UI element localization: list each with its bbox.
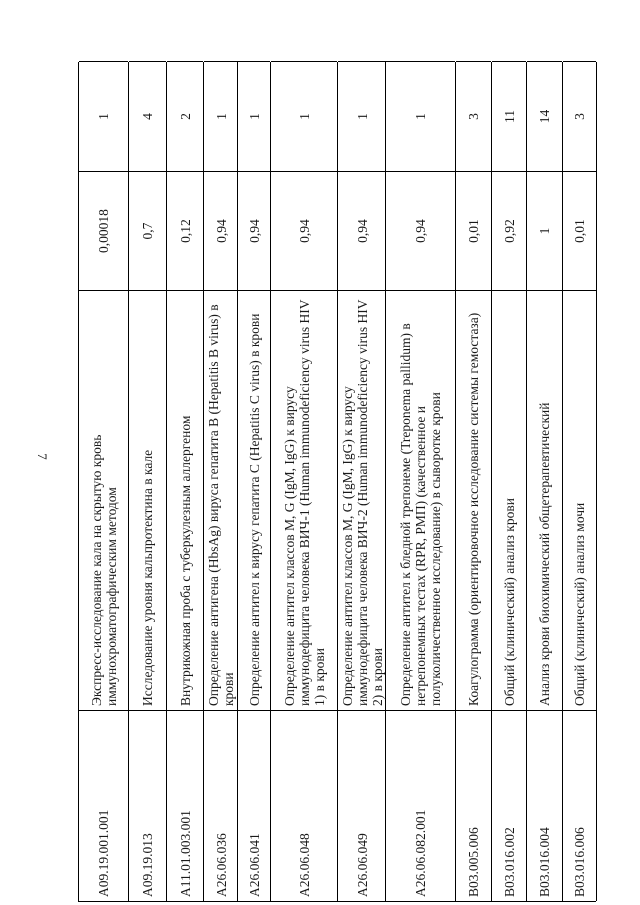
- frequency-coefficient-cell: 0,94: [271, 171, 337, 290]
- frequency-coefficient-cell: 0,94: [204, 171, 238, 290]
- table-row: [492, 62, 527, 901]
- service-code-cell: B03.016.006: [563, 710, 596, 901]
- table-row: [167, 62, 204, 901]
- frequency-coefficient-cell: 1: [527, 171, 562, 290]
- table-row: [204, 62, 238, 901]
- table-row: [238, 62, 271, 901]
- service-name-cell: Определение антител к вирусу гепатита C (Hepatitis C virus) в крови: [238, 290, 270, 710]
- frequency-coefficient-cell: 0,01: [563, 171, 596, 290]
- service-name-cell: Общий (клинический) анализ мочи: [563, 290, 596, 710]
- table-row: [386, 62, 456, 901]
- multiplicity-cell: 1: [204, 61, 238, 171]
- frequency-coefficient-cell: 0,94: [386, 171, 455, 290]
- service-code-cell: A11.01.003.001: [167, 710, 203, 901]
- multiplicity-cell: 4: [129, 61, 166, 171]
- multiplicity-cell: 1: [238, 61, 270, 171]
- service-code-cell: A26.06.049: [338, 710, 387, 901]
- frequency-coefficient-cell: 0,94: [338, 171, 387, 290]
- table-row: [79, 62, 129, 901]
- service-code-cell: B03.005.006: [456, 710, 491, 901]
- table-row: [338, 62, 386, 901]
- multiplicity-cell: 1: [338, 61, 387, 171]
- multiplicity-cell: 1: [386, 61, 455, 171]
- service-name-cell: Общий (клинический) анализ крови: [492, 290, 526, 710]
- table-row: [129, 62, 167, 901]
- frequency-coefficient-cell: 0,7: [129, 171, 166, 290]
- service-code-cell: B03.016.004: [527, 710, 562, 901]
- multiplicity-cell: 2: [167, 61, 203, 171]
- service-code-cell: A26.06.036: [204, 710, 238, 901]
- services-table: [78, 62, 596, 902]
- frequency-coefficient-cell: 0,94: [238, 171, 270, 290]
- service-name-cell: Исследование уровня кальпротектина в кале: [129, 290, 166, 710]
- service-name-cell: Внутрикожная проба с туберкулезным аллергеном: [167, 290, 203, 710]
- service-name-cell: Коагулограмма (ориентировочное исследование системы гемостаза): [456, 290, 491, 710]
- service-code-cell: A09.19.013: [129, 710, 166, 901]
- frequency-coefficient-cell: 0,00018: [79, 171, 128, 290]
- table-row: [456, 62, 492, 901]
- table-row: [527, 62, 563, 901]
- multiplicity-cell: 11: [492, 61, 526, 171]
- page-number: 7: [34, 453, 50, 460]
- frequency-coefficient-cell: 0,12: [167, 171, 203, 290]
- frequency-coefficient-cell: 0,01: [456, 171, 491, 290]
- service-code-cell: A26.06.041: [238, 710, 270, 901]
- service-code-cell: A09.19.001.001: [79, 710, 128, 901]
- service-name-cell: Определение антигена (HbsAg) вируса гепатита B (Hepatitis B virus) в крови: [204, 290, 238, 710]
- table-row: [563, 62, 597, 901]
- service-name-cell: Анализ крови биохимический общетерапевтический: [527, 290, 562, 710]
- service-name-cell: Экспресс-исследование кала на скрытую кровь иммунохроматографическим методом: [79, 290, 128, 710]
- multiplicity-cell: 14: [527, 61, 562, 171]
- multiplicity-cell: 3: [563, 61, 596, 171]
- multiplicity-cell: 1: [79, 61, 128, 171]
- frequency-coefficient-cell: 0,92: [492, 171, 526, 290]
- service-name-cell: Определение антител классов M, G (IgM, IgG) к вирусу иммунодефицита человека ВИЧ-1 (Human immunodeficiency virus HIV 1) в крови: [271, 290, 337, 710]
- service-code-cell: A26.06.048: [271, 710, 337, 901]
- service-name-cell: Определение антител к бледной трепонеме (Treponema pallidum) в нетрепонемных тестах (RPR, PMП) (качественное и полуколичественное исследование) в сыворотке крови: [386, 290, 455, 710]
- multiplicity-cell: 3: [456, 61, 491, 171]
- service-code-cell: B03.016.002: [492, 710, 526, 901]
- table-row: [271, 62, 338, 901]
- service-code-cell: A26.06.082.001: [386, 710, 455, 901]
- multiplicity-cell: 1: [271, 61, 337, 171]
- service-name-cell: Определение антител классов M, G (IgM, IgG) к вирусу иммунодефицита человека ВИЧ-2 (Human immunodeficiency virus HIV 2) в крови: [338, 290, 387, 710]
